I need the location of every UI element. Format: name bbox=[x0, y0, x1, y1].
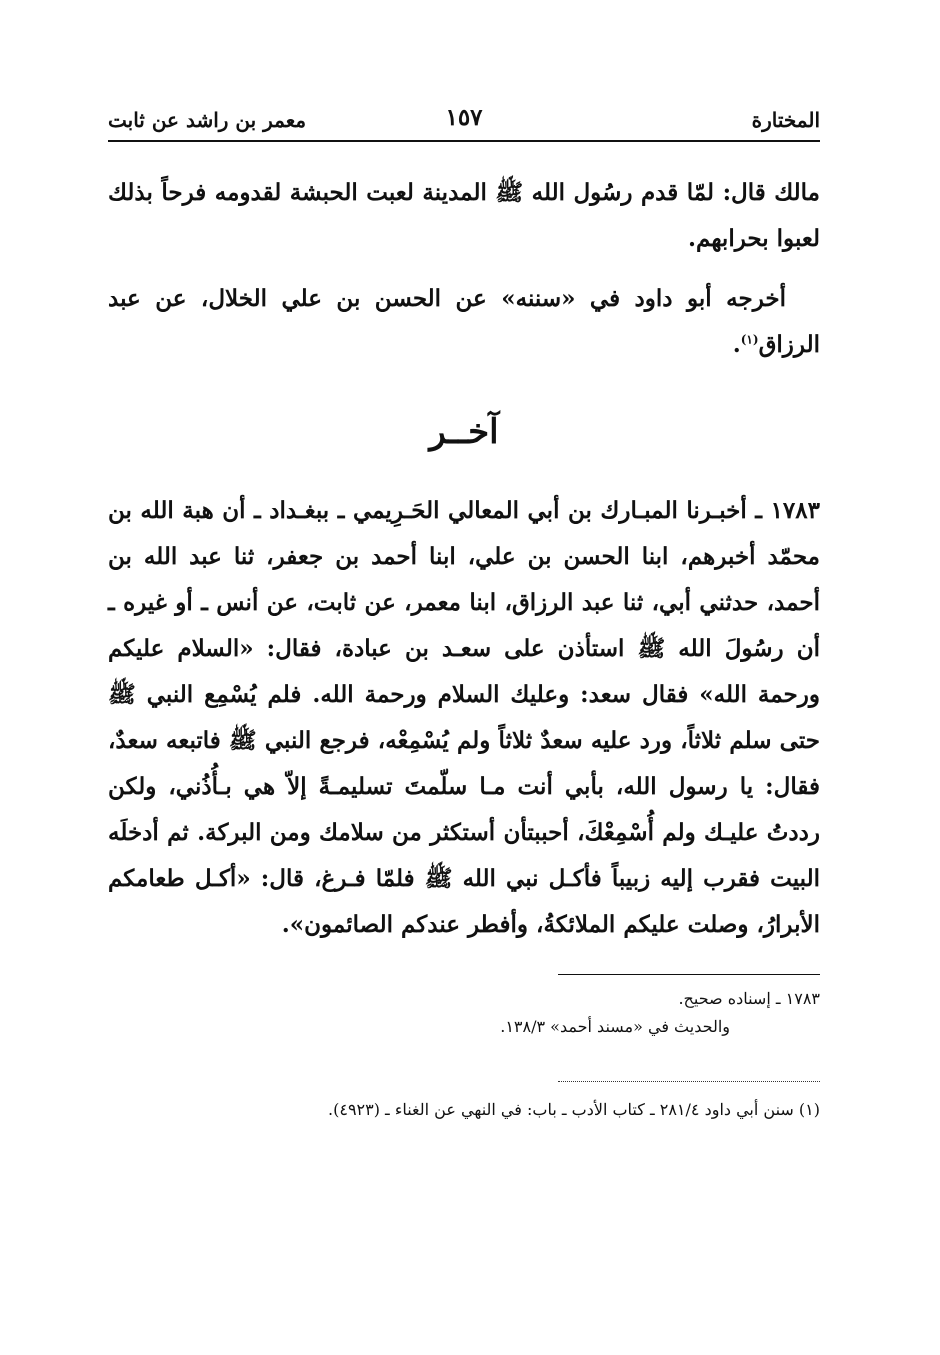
paragraph-narration: مالك قال: لمّا قدم رسُول الله ﷺ المدينة لعبت الحبشة لقدومه فرحاً بذلك لعبوا بحرابهم. bbox=[108, 179, 820, 252]
takhrij-end: . bbox=[732, 331, 741, 358]
main-text bbox=[108, 170, 820, 948]
book-title: المختارة bbox=[751, 108, 820, 132]
paragraph-hadith: ١٧٨٣ ـ أخبـرنا المبـارك بن أبي المعالي الحَـرِيمي ـ ببغـداد ـ أن هبة الله بن محمّد أخبرهم، ابنا الحسن بن علي، ابنا أحمد بن جعفر، ثنا عبد الله بن أحمد، حدثني أبي، ثنا عبد الرزاق، ابنا معمر، عن ثابت، عن أنس ـ أو غيره ـ أن رسُولَ الله ﷺ استأذن على سعـد بن عبادة، فقال: «السلام عليكم ورحمة الله» فقال سعد: وعليك السلام ورحمة الله. فلم يُسْمِع النبي ﷺ حتى سلم ثلاثاً، ورد عليه سعدٌ ثلاثاً ولم يُسْمِعْه، فرجع النبي ﷺ فاتبعه سعدٌ، فقال: يا رسول الله، بأبي أنت مـا سلّمتَ تسليمـةً إلاّ هي بـأُذُني، ولكن رددتُ عليـك ولم أُسْمِعْكَ، أحببتأن أستكثر من سلامك ومن البركة. ثم أدخلَه البيت فقرب إليه زبيباً فأكـل نبي الله ﷺ فلمّا فـرغ، قال: «أكـل طعامكم الأبرارُ، وصلت عليكم الملائكةُ، وأفطر عندكم الصائمون». bbox=[108, 497, 820, 938]
footnote-grading bbox=[108, 985, 820, 1041]
page-number: ١٥٧ bbox=[445, 104, 483, 131]
footnote-line-1: ١٧٨٣ ـ إسناده صحيح. bbox=[678, 989, 820, 1008]
takhrij-text: أخرجه أبو داود في «سننه» عن الحسن بن علي الخلال، عن عبد الرزاق bbox=[108, 285, 820, 358]
footnote-note-1: (١) سنن أبي داود ٢٨١/٤ ـ كتاب الأدب ـ باب: في النهي عن الغناء ـ (٤٩٢٣). bbox=[328, 1100, 820, 1119]
footnote-line-2: والحديث في «مسند أحمد» ١٣٨/٣. bbox=[500, 1017, 730, 1036]
running-header bbox=[108, 96, 820, 142]
footnote-separator bbox=[558, 974, 820, 975]
footnote-ref[interactable]: (١) bbox=[740, 332, 759, 347]
chapter-title: معمر بن راشد عن ثابت bbox=[108, 108, 307, 132]
dotted-separator bbox=[558, 1081, 820, 1082]
section-heading: آخــر bbox=[429, 412, 499, 452]
paragraph-takhrij bbox=[108, 276, 820, 368]
book-page bbox=[108, 96, 820, 1276]
